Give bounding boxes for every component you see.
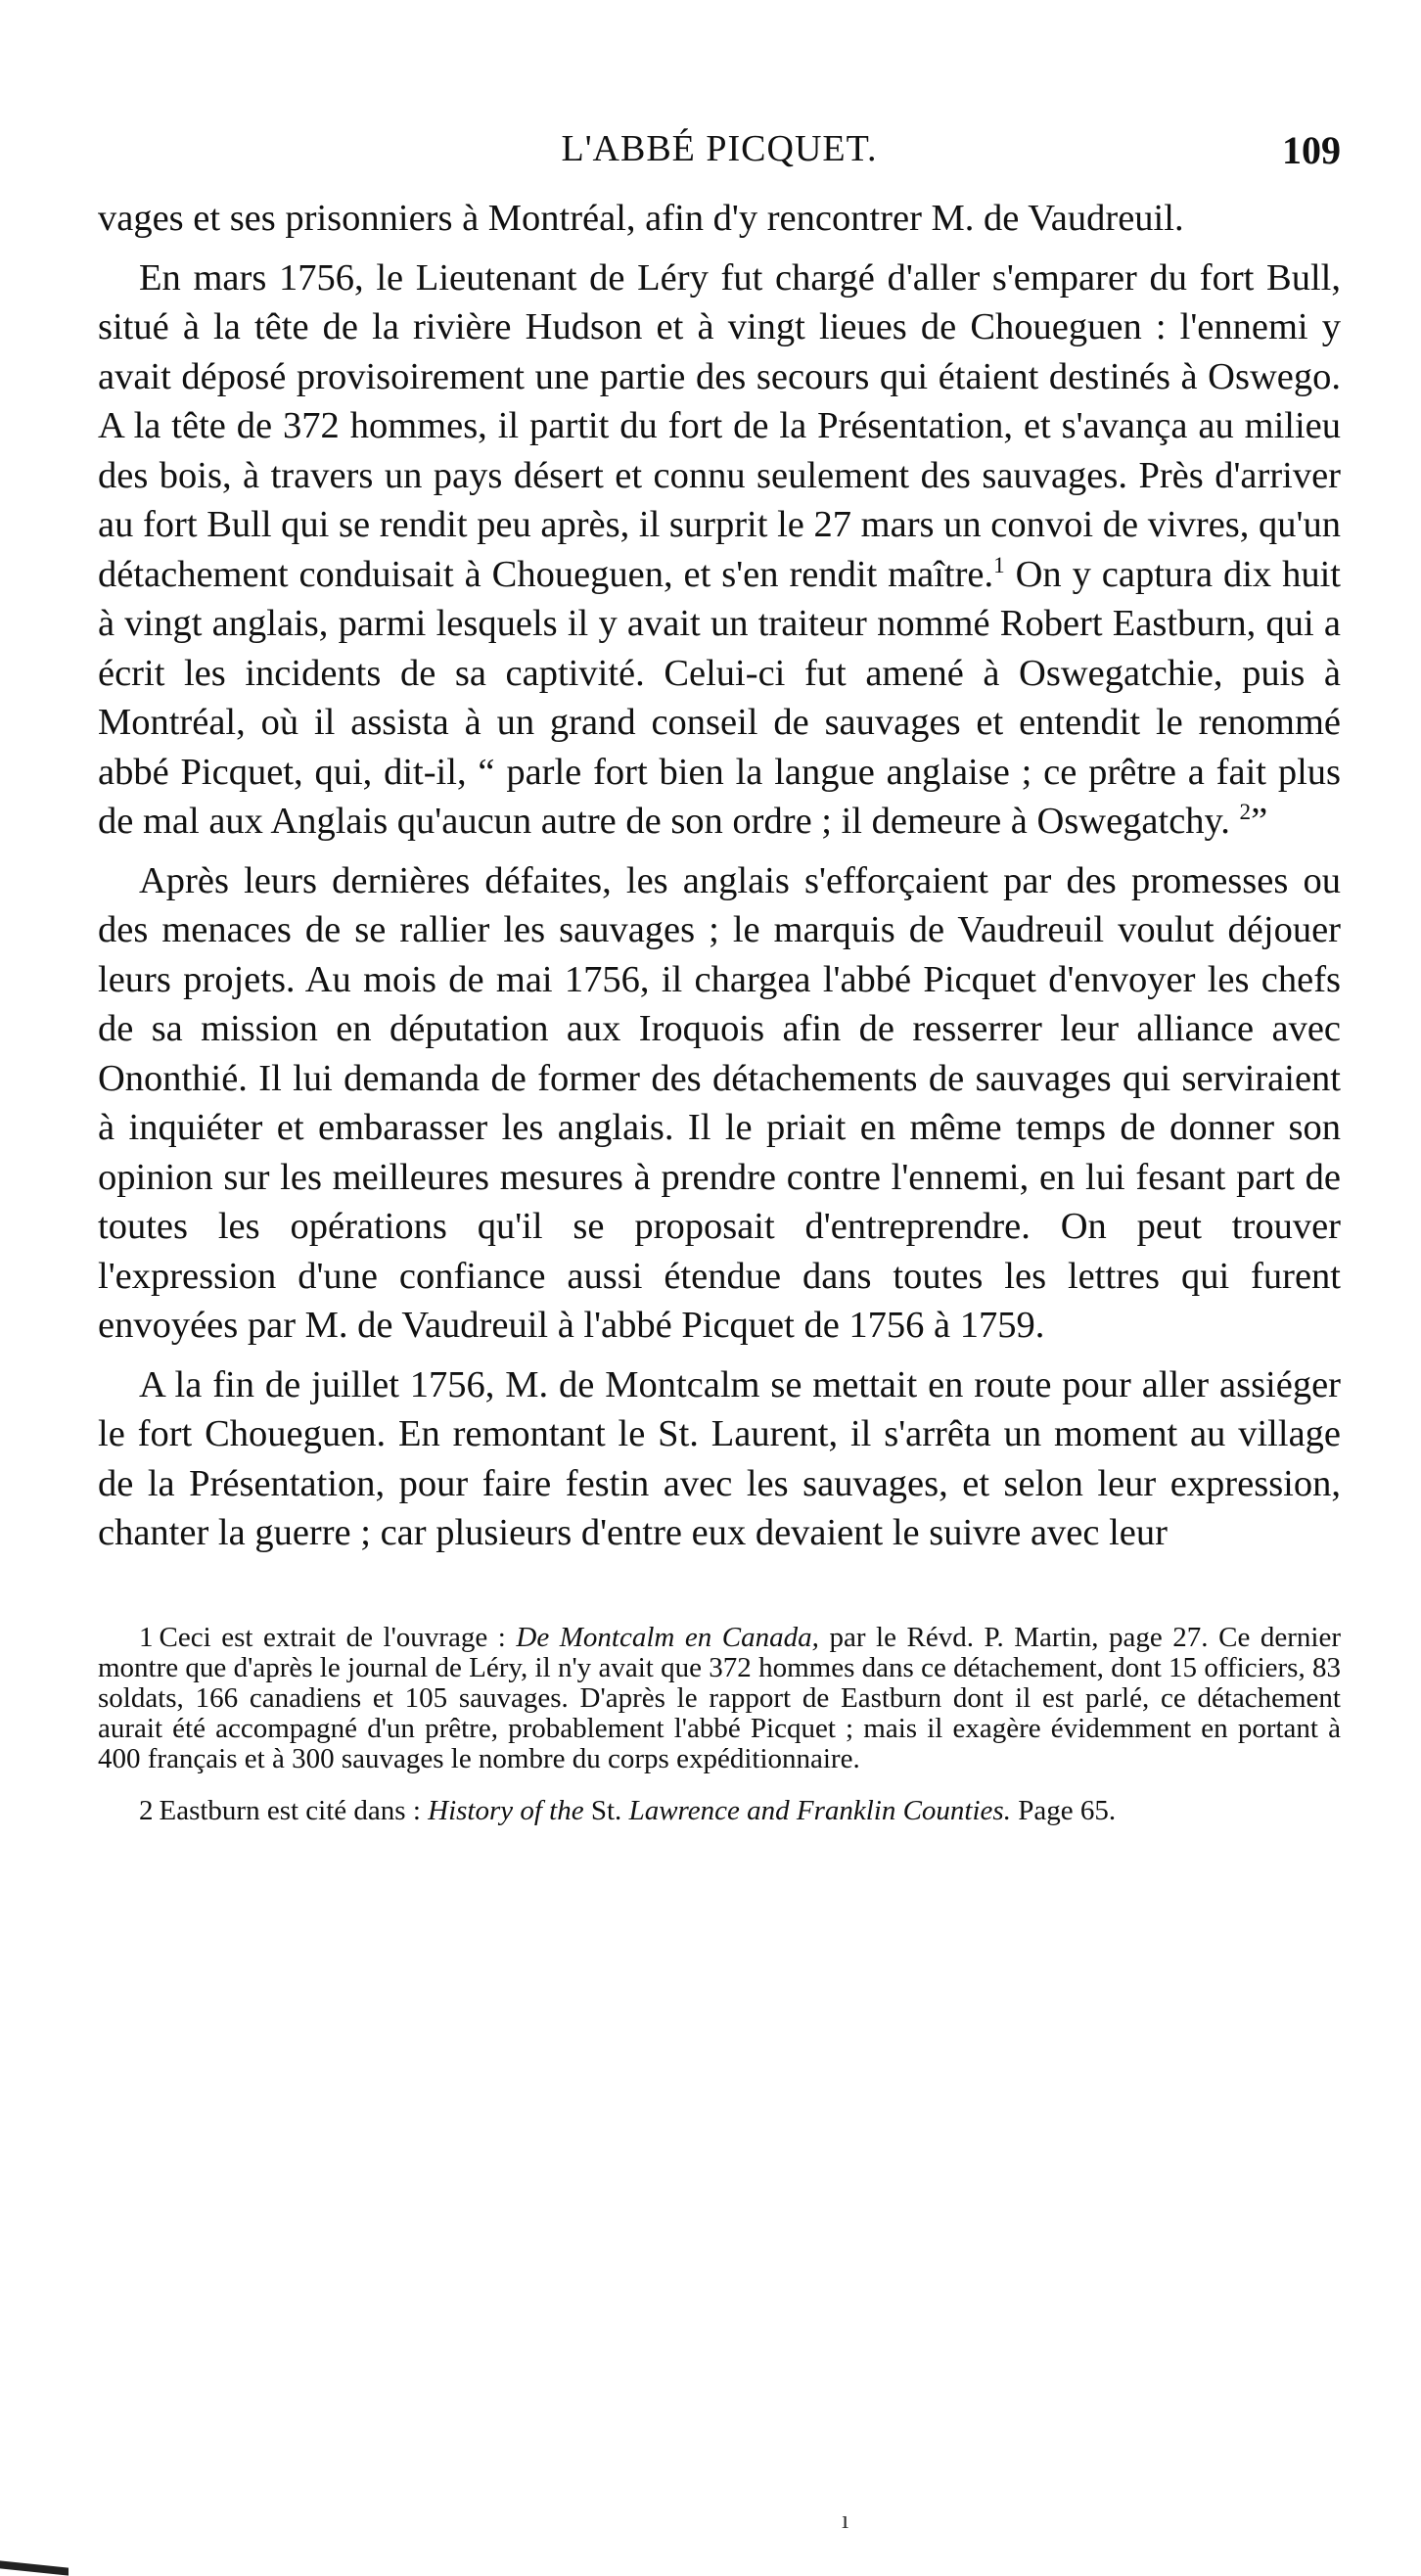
text-run: En mars 1756, le Lieutenant de Léry fut chargé d'aller s'emparer du fort Bull, situé à la tête de la rivière Hudson et à vingt lieues de Choueguen : l'ennemi y avait déposé provisoirement une partie des secours qui étaient destinés à Oswego. A la tête de 372 hommes, il partit du fort de la Présentation, et s'avança au milieu des bois, à travers un pays désert et connu seulement des sauvages. Près d'arriver au fort Bull qui se rendit peu après, il surprit le 27 mars un convoi de vivres, qu'un détachement conduisait à Choueguen, et s'en rendit maître.: [98, 256, 1341, 595]
text-run: Page 65.: [1010, 1794, 1117, 1826]
paragraph: [98, 194, 1341, 244]
text-run: Eastburn est cité dans :: [159, 1794, 429, 1826]
paragraph: [98, 856, 1341, 1351]
footnote-ref: 1: [993, 551, 1005, 577]
italic-title: Lawrence and Franklin Counties.: [628, 1794, 1011, 1826]
text-run: ”: [1251, 801, 1268, 842]
text-run: par le Révd. P. Martin, page 27. Ce dernier montre que d'après le journal de Léry, il n'y avait que 372 hommes dans ce détachement, dont 15 officiers, 83 soldats, 166 canadiens et 105 sauvages. D'après le rapport de Eastburn dont il est parlé, ce détachement aurait été accompagné d'un prêtre, probablement l'abbé Picquet ; mais il exagère évidemment en portant à 400 français et à 300 sauvages le nombre du corps expéditionnaire.: [98, 1621, 1341, 1774]
footnote-number: 1: [139, 1621, 154, 1653]
running-head: L'ABBÉ PICQUET.: [561, 128, 878, 169]
text-run: On y captura dix huit à vingt anglais, parmi lesquels il y avait un traiteur nommé Robert Eastburn, qui a écrit les incidents de sa captivité. Celui-ci fut amené à Oswegatchie, puis à Montréal, où il assista à un grand conseil de sauvages et entendit le renommé abbé Picquet, qui, dit-il, “ parle fort bien la langue anglaise ; ce prêtre a fait plus de mal aux Anglais qu'aucun autre de son ordre ; il demeure à Oswegatchy.: [98, 553, 1341, 842]
paragraph: [98, 253, 1341, 847]
page-edge-shadow: [0, 2560, 69, 2575]
paragraph: [98, 1360, 1341, 1558]
page-number: 109: [1282, 128, 1341, 172]
italic-title: De Montcalm en Canada,: [516, 1621, 819, 1653]
footnote: [98, 1623, 1341, 1774]
footnote-number: 2: [139, 1794, 154, 1826]
footnote-ref: 2: [1239, 799, 1252, 825]
text-run: vages et ses prisonniers à Montréal, afin d'y rencontrer M. de Vaudreuil.: [98, 198, 1184, 239]
body-text: [98, 194, 1341, 1558]
text-run: Après leurs dernières défaites, les anglais s'efforçaient par des promesses ou des menaces de se rallier les sauvages ; le marquis de Vaudreuil voulut déjouer leurs projets. Au mois de mai 1756, il chargea l'abbé Picquet d'envoyer les chefs de sa mission en députation aux Iroquois afin de resserrer leur alliance avec Ononthié. Il lui demanda de former des détachements de sauvages qui serviraient à inquiéter et embarasser les anglais. Il le priait en même temps de donner son opinion sur les meilleures mesures à prendre contre l'ennemi, en lui fesant part de toutes les opérations qu'il se proposait d'entreprendre. On peut trouver l'expression d'une confiance aussi étendue dans toutes les lettres qui furent envoyées par M. de Vaudreuil à l'abbé Picquet de 1756 à 1759.: [98, 859, 1341, 1346]
footnotes: [98, 1623, 1341, 1826]
italic-title: History of the: [428, 1794, 584, 1826]
footnote: [98, 1796, 1341, 1826]
book-page: [98, 127, 1341, 1826]
stray-print-mark: ı: [842, 2506, 849, 2534]
text-run: Ceci est extrait de l'ouvrage :: [159, 1621, 517, 1653]
page-header: [98, 127, 1341, 186]
text-run: St.: [583, 1794, 629, 1826]
text-run: A la fin de juillet 1756, M. de Montcalm se mettait en route pour aller assiéger le fort Choueguen. En remontant le St. Laurent, il s'arrêta un moment au village de la Présentation, pour faire festin avec les sauvages, et selon leur expression, chanter la guerre ; car plusieurs d'entre eux devaient le suivre avec leur: [98, 1363, 1341, 1553]
